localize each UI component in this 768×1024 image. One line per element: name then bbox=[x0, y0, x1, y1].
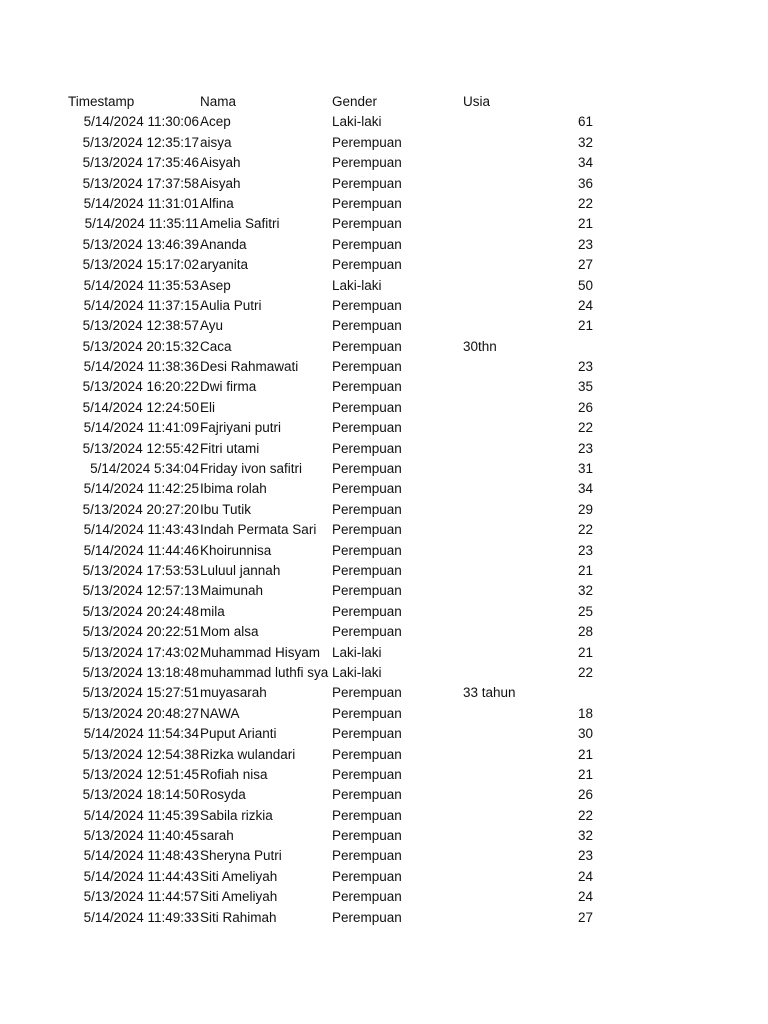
cell-timestamp: 5/13/2024 12:51:45 bbox=[82, 766, 199, 782]
table-row bbox=[0, 806, 768, 826]
cell-usia: 21 bbox=[577, 216, 593, 232]
cell-nama: Rizka wulandari bbox=[200, 746, 296, 762]
table-row bbox=[0, 887, 768, 907]
cell-gender: Perempuan bbox=[332, 195, 402, 211]
cell-timestamp: 5/14/2024 11:41:09 bbox=[83, 420, 199, 436]
cell-usia: 26 bbox=[577, 399, 593, 415]
cell-usia: 26 bbox=[577, 787, 593, 803]
cell-timestamp: 5/13/2024 20:48:27 bbox=[82, 705, 199, 721]
cell-nama: aisya bbox=[200, 134, 232, 150]
cell-timestamp: 5/13/2024 15:17:02 bbox=[82, 257, 199, 273]
cell-usia: 61 bbox=[577, 114, 593, 130]
cell-nama: Aisyah bbox=[200, 155, 241, 171]
cell-nama: Indah Permata Sari bbox=[200, 522, 317, 538]
cell-timestamp: 5/14/2024 5:34:04 bbox=[90, 461, 199, 477]
cell-timestamp: 5/13/2024 11:44:57 bbox=[83, 889, 199, 905]
table-row bbox=[0, 459, 768, 479]
cell-timestamp: 5/13/2024 20:27:20 bbox=[82, 501, 199, 517]
cell-gender: Laki-laki bbox=[332, 664, 382, 680]
table-row bbox=[0, 643, 768, 663]
cell-nama: Acep bbox=[200, 114, 231, 130]
cell-nama: Fajriyani putri bbox=[200, 420, 282, 436]
cell-usia: 28 bbox=[577, 624, 593, 640]
cell-gender: Laki-laki bbox=[332, 644, 382, 660]
cell-gender: Perempuan bbox=[332, 848, 402, 864]
table-row bbox=[0, 214, 768, 234]
table-row bbox=[0, 255, 768, 275]
cell-usia: 30 bbox=[577, 726, 593, 742]
table-row bbox=[0, 704, 768, 724]
cell-nama: muhammad luthfi sya bbox=[200, 664, 329, 680]
cell-timestamp: 5/14/2024 11:54:34 bbox=[83, 726, 199, 742]
cell-nama: Sabila rizkia bbox=[200, 807, 273, 823]
cell-nama: Asep bbox=[200, 277, 231, 293]
cell-gender: Perempuan bbox=[332, 603, 402, 619]
cell-timestamp: 5/13/2024 18:14:50 bbox=[82, 787, 199, 803]
cell-usia: 50 bbox=[577, 277, 593, 293]
table-row bbox=[0, 133, 768, 153]
cell-timestamp: 5/14/2024 11:37:15 bbox=[83, 297, 199, 313]
spreadsheet-table bbox=[0, 92, 768, 928]
cell-gender: Perempuan bbox=[332, 705, 402, 721]
cell-usia: 23 bbox=[577, 236, 593, 252]
cell-gender: Perempuan bbox=[332, 236, 402, 252]
cell-nama: muyasarah bbox=[200, 685, 267, 701]
table-row bbox=[0, 846, 768, 866]
cell-timestamp: 5/13/2024 17:43:02 bbox=[82, 644, 199, 660]
table-row bbox=[0, 357, 768, 377]
table-row bbox=[0, 296, 768, 316]
cell-timestamp: 5/14/2024 11:30:06 bbox=[83, 114, 199, 130]
cell-gender: Perempuan bbox=[332, 726, 402, 742]
cell-timestamp: 5/14/2024 11:48:43 bbox=[83, 848, 199, 864]
cell-nama: mila bbox=[200, 603, 225, 619]
cell-usia: 36 bbox=[577, 175, 593, 191]
cell-gender: Perempuan bbox=[332, 257, 402, 273]
cell-gender: Perempuan bbox=[332, 175, 402, 191]
table-row bbox=[0, 663, 768, 683]
cell-usia: 24 bbox=[577, 297, 593, 313]
cell-gender: Perempuan bbox=[332, 583, 402, 599]
cell-nama: Amelia Safitri bbox=[200, 216, 280, 232]
cell-gender: Perempuan bbox=[332, 461, 402, 477]
cell-usia: 23 bbox=[577, 359, 593, 375]
cell-nama: Sheryna Putri bbox=[200, 848, 282, 864]
cell-nama: Muhammad Hisyam bbox=[200, 644, 321, 660]
cell-timestamp: 5/14/2024 11:38:36 bbox=[83, 359, 199, 375]
cell-gender: Laki-laki bbox=[332, 277, 382, 293]
cell-usia: 30thn bbox=[463, 338, 497, 354]
cell-gender: Perempuan bbox=[332, 501, 402, 517]
cell-gender: Perempuan bbox=[332, 338, 402, 354]
cell-timestamp: 5/13/2024 20:15:32 bbox=[82, 338, 199, 354]
table-row bbox=[0, 908, 768, 928]
cell-usia: 33 tahun bbox=[463, 685, 516, 701]
table-row bbox=[0, 377, 768, 397]
cell-gender: Perempuan bbox=[332, 522, 402, 538]
table-row bbox=[0, 867, 768, 887]
cell-usia: 32 bbox=[577, 583, 593, 599]
table-row bbox=[0, 745, 768, 765]
cell-timestamp: 5/14/2024 11:31:01 bbox=[83, 195, 199, 211]
cell-usia: 32 bbox=[577, 828, 593, 844]
cell-usia: 18 bbox=[577, 705, 593, 721]
table-row bbox=[0, 235, 768, 255]
cell-nama: Siti Ameliyah bbox=[200, 889, 278, 905]
cell-gender: Perempuan bbox=[332, 318, 402, 334]
cell-gender: Perempuan bbox=[332, 481, 402, 497]
cell-nama: Ibima rolah bbox=[200, 481, 267, 497]
cell-usia: 21 bbox=[577, 644, 593, 660]
table-row bbox=[0, 724, 768, 744]
cell-nama: Luluul jannah bbox=[200, 562, 281, 578]
cell-gender: Perempuan bbox=[332, 297, 402, 313]
cell-nama: Maimunah bbox=[200, 583, 264, 599]
table-row bbox=[0, 826, 768, 846]
cell-nama: Siti Ameliyah bbox=[200, 868, 278, 884]
cell-timestamp: 5/14/2024 11:35:11 bbox=[84, 216, 199, 232]
cell-nama: Friday ivon safitri bbox=[200, 461, 303, 477]
cell-gender: Perempuan bbox=[332, 440, 402, 456]
table-row bbox=[0, 500, 768, 520]
cell-usia: 23 bbox=[577, 440, 593, 456]
table-row bbox=[0, 602, 768, 622]
cell-timestamp: 5/14/2024 12:24:50 bbox=[82, 399, 199, 415]
cell-nama: Ananda bbox=[200, 236, 247, 252]
cell-nama: Dwi firma bbox=[200, 379, 257, 395]
table-row bbox=[0, 581, 768, 601]
cell-timestamp: 5/13/2024 12:38:57 bbox=[82, 318, 199, 334]
header-row bbox=[0, 92, 768, 112]
table-row bbox=[0, 418, 768, 438]
cell-timestamp: 5/13/2024 12:35:17 bbox=[82, 134, 199, 150]
table-row bbox=[0, 194, 768, 214]
cell-gender: Perempuan bbox=[332, 216, 402, 232]
table-row bbox=[0, 622, 768, 642]
table-row bbox=[0, 316, 768, 336]
cell-usia: 21 bbox=[577, 746, 593, 762]
cell-usia: 22 bbox=[577, 420, 593, 436]
cell-gender: Perempuan bbox=[332, 889, 402, 905]
table-row bbox=[0, 683, 768, 703]
cell-timestamp: 5/14/2024 11:42:25 bbox=[83, 481, 199, 497]
cell-usia: 29 bbox=[577, 501, 593, 517]
cell-timestamp: 5/13/2024 16:20:22 bbox=[82, 379, 199, 395]
cell-usia: 24 bbox=[577, 868, 593, 884]
cell-timestamp: 5/13/2024 17:35:46 bbox=[82, 155, 199, 171]
table-row bbox=[0, 398, 768, 418]
cell-usia: 21 bbox=[577, 562, 593, 578]
cell-usia: 22 bbox=[577, 664, 593, 680]
cell-gender: Perempuan bbox=[332, 828, 402, 844]
cell-gender: Perempuan bbox=[332, 624, 402, 640]
cell-gender: Perempuan bbox=[332, 746, 402, 762]
cell-timestamp: 5/13/2024 20:24:48 bbox=[82, 603, 199, 619]
cell-usia: 27 bbox=[577, 257, 593, 273]
cell-gender: Perempuan bbox=[332, 359, 402, 375]
cell-timestamp: 5/13/2024 12:57:13 bbox=[82, 583, 199, 599]
cell-timestamp: 5/13/2024 20:22:51 bbox=[82, 624, 199, 640]
cell-nama: sarah bbox=[200, 828, 234, 844]
table-row bbox=[0, 439, 768, 459]
cell-gender: Perempuan bbox=[332, 868, 402, 884]
cell-timestamp: 5/13/2024 17:53:53 bbox=[82, 562, 199, 578]
table-row bbox=[0, 276, 768, 296]
cell-timestamp: 5/13/2024 15:27:51 bbox=[82, 685, 199, 701]
cell-nama: Alfina bbox=[200, 195, 234, 211]
cell-nama: Eli bbox=[200, 399, 216, 415]
header-usia: Usia bbox=[463, 94, 491, 109]
table-row bbox=[0, 479, 768, 499]
cell-nama: Mom alsa bbox=[200, 624, 259, 640]
cell-gender: Perempuan bbox=[332, 909, 402, 925]
cell-nama: aryanita bbox=[200, 257, 249, 273]
table-row bbox=[0, 174, 768, 194]
table-row bbox=[0, 337, 768, 357]
cell-gender: Perempuan bbox=[332, 134, 402, 150]
cell-timestamp: 5/13/2024 11:40:45 bbox=[83, 828, 199, 844]
cell-timestamp: 5/13/2024 13:46:39 bbox=[82, 236, 199, 252]
cell-usia: 25 bbox=[577, 603, 593, 619]
cell-usia: 23 bbox=[577, 542, 593, 558]
cell-nama: Khoirunnisa bbox=[200, 542, 272, 558]
cell-timestamp: 5/13/2024 17:37:58 bbox=[82, 175, 199, 191]
table-row bbox=[0, 765, 768, 785]
cell-gender: Perempuan bbox=[332, 379, 402, 395]
cell-gender: Perempuan bbox=[332, 562, 402, 578]
header-timestamp: Timestamp bbox=[68, 94, 135, 109]
cell-usia: 22 bbox=[577, 522, 593, 538]
cell-timestamp: 5/14/2024 11:35:53 bbox=[83, 277, 199, 293]
cell-usia: 22 bbox=[577, 807, 593, 823]
cell-nama: Rofiah nisa bbox=[200, 766, 268, 782]
table-row bbox=[0, 112, 768, 132]
cell-gender: Perempuan bbox=[332, 685, 402, 701]
cell-gender: Perempuan bbox=[332, 155, 402, 171]
cell-usia: 27 bbox=[577, 909, 593, 925]
cell-usia: 24 bbox=[577, 889, 593, 905]
cell-usia: 23 bbox=[577, 848, 593, 864]
header-nama: Nama bbox=[200, 94, 237, 109]
cell-nama: Ayu bbox=[200, 318, 224, 334]
table-row bbox=[0, 561, 768, 581]
cell-usia: 21 bbox=[577, 318, 593, 334]
cell-gender: Perempuan bbox=[332, 807, 402, 823]
cell-gender: Perempuan bbox=[332, 542, 402, 558]
cell-usia: 31 bbox=[577, 461, 593, 477]
cell-timestamp: 5/13/2024 12:54:38 bbox=[82, 746, 199, 762]
cell-nama: Siti Rahimah bbox=[200, 909, 277, 925]
cell-gender: Laki-laki bbox=[332, 114, 382, 130]
cell-usia: 32 bbox=[577, 134, 593, 150]
cell-timestamp: 5/13/2024 12:55:42 bbox=[82, 440, 199, 456]
cell-gender: Perempuan bbox=[332, 766, 402, 782]
table-row bbox=[0, 520, 768, 540]
cell-nama: Fitri utami bbox=[200, 440, 260, 456]
cell-usia: 35 bbox=[577, 379, 593, 395]
cell-nama: Ibu Tutik bbox=[200, 501, 252, 517]
table-row bbox=[0, 153, 768, 173]
cell-gender: Perempuan bbox=[332, 399, 402, 415]
table-row bbox=[0, 785, 768, 805]
cell-nama: Caca bbox=[200, 338, 232, 354]
cell-timestamp: 5/14/2024 11:45:39 bbox=[83, 807, 199, 823]
cell-nama: Aulia Putri bbox=[200, 297, 262, 313]
cell-nama: Puput Arianti bbox=[200, 726, 277, 742]
table-body bbox=[0, 112, 768, 928]
cell-nama: Rosyda bbox=[200, 787, 246, 803]
cell-gender: Perempuan bbox=[332, 787, 402, 803]
table-row bbox=[0, 541, 768, 561]
cell-usia: 21 bbox=[577, 766, 593, 782]
cell-timestamp: 5/14/2024 11:44:43 bbox=[83, 868, 199, 884]
cell-nama: Desi Rahmawati bbox=[200, 359, 299, 375]
cell-usia: 34 bbox=[577, 481, 593, 497]
cell-nama: NAWA bbox=[200, 705, 240, 721]
cell-timestamp: 5/14/2024 11:49:33 bbox=[83, 909, 199, 925]
cell-usia: 34 bbox=[577, 155, 593, 171]
cell-timestamp: 5/14/2024 11:43:43 bbox=[83, 522, 199, 538]
cell-usia: 22 bbox=[577, 195, 593, 211]
cell-gender: Perempuan bbox=[332, 420, 402, 436]
cell-timestamp: 5/14/2024 11:44:46 bbox=[83, 542, 199, 558]
cell-timestamp: 5/13/2024 13:18:48 bbox=[82, 664, 199, 680]
header-gender: Gender bbox=[332, 94, 378, 109]
cell-nama: Aisyah bbox=[200, 175, 241, 191]
